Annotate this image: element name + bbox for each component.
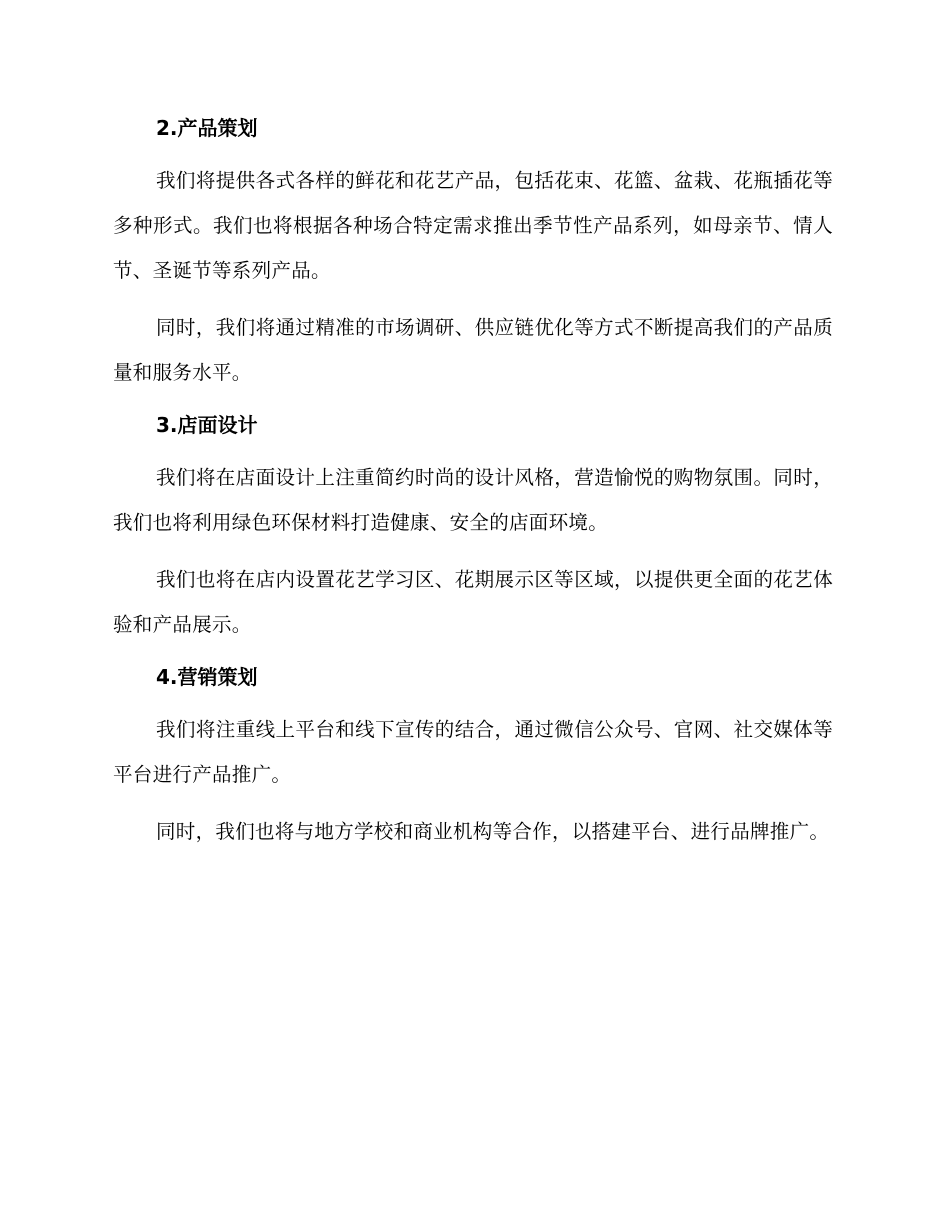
paragraph: 我们将在店面设计上注重简约时尚的设计风格，营造愉悦的购物氛围。同时，我们也将利用绿色环保材料打造健康、安全的店面环境。 <box>113 466 833 534</box>
paragraph: 我们将注重线上平台和线下宣传的结合，通过微信公众号、官网、社交媒体等平台进行产品推广。 <box>113 718 833 786</box>
section-heading: 2.产品策划 <box>156 116 258 140</box>
paragraph: 我们将提供各式各样的鲜花和花艺产品，包括花束、花篮、盆栽、花瓶插花等多种形式。我们也将根据各种场合特定需求推出季节性产品系列，如母亲节、情人节、圣诞节等系列产品。 <box>113 169 833 282</box>
paragraph: 同时，我们也将与地方学校和商业机构等合作，以搭建平台、进行品牌推广。 <box>156 820 830 843</box>
paragraph: 我们也将在店内设置花艺学习区、花期展示区等区域，以提供更全面的花艺体验和产品展示。 <box>113 568 833 636</box>
section-product-planning <box>113 110 833 395</box>
paragraph: 同时，我们将通过精准的市场调研、供应链优化等方式不断提高我们的产品质量和服务水平。 <box>113 316 833 384</box>
section-heading: 4.营销策划 <box>156 665 258 689</box>
section-marketing-planning <box>113 659 833 854</box>
section-heading: 3.店面设计 <box>156 413 258 437</box>
document-page <box>113 110 833 866</box>
section-store-design <box>113 407 833 647</box>
